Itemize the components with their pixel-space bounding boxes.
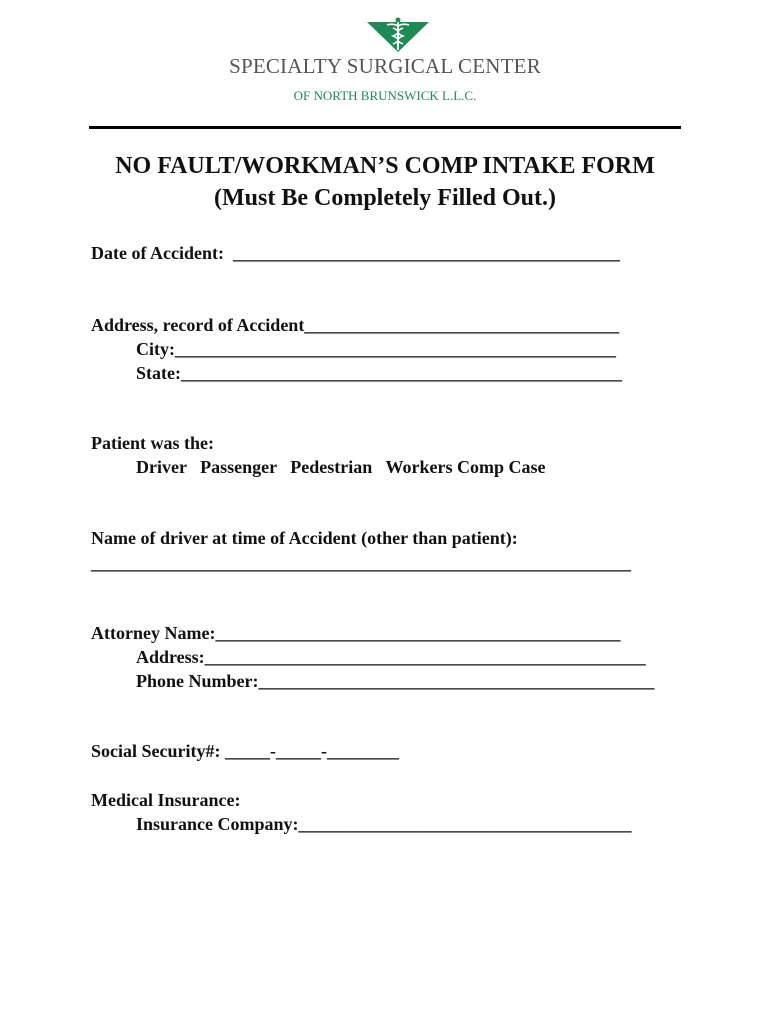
patient-role-options[interactable]: Driver Passenger Pedestrian Workers Comp Case [136, 457, 546, 477]
header-divider [89, 126, 681, 129]
attorney-name-field[interactable]: Attorney Name:_____________________________________________ [91, 623, 621, 643]
caduceus-logo-icon [365, 16, 431, 54]
form-subtitle: (Must Be Completely Filled Out.) [214, 185, 556, 211]
insurance-company-field[interactable]: Insurance Company:_____________________________________ [136, 814, 632, 834]
date-of-accident-field[interactable]: Date of Accident: ___________________________________________ [91, 243, 620, 263]
accident-state-field[interactable]: State:_________________________________________________ [136, 363, 622, 383]
driver-name-label: Name of driver at time of Accident (other than patient): [91, 528, 518, 548]
ssn-field[interactable]: Social Security#: _____-_____-________ [91, 741, 399, 761]
org-subtitle: OF NORTH BRUNSWICK L.L.C. [293, 88, 477, 103]
patient-role-label: Patient was the: [91, 433, 214, 453]
org-name: SPECIALTY SURGICAL CENTER [229, 54, 541, 78]
medical-insurance-label: Medical Insurance: [91, 790, 241, 810]
form-title: NO FAULT/WORKMAN’S COMP INTAKE FORM [115, 153, 655, 179]
attorney-address-field[interactable]: Address:_________________________________________________ [136, 647, 646, 667]
accident-city-field[interactable]: City:_________________________________________________ [136, 339, 616, 359]
accident-address-field[interactable]: Address, record of Accident___________________________________ [91, 315, 620, 335]
attorney-phone-field[interactable]: Phone Number:____________________________________________ [136, 671, 655, 691]
driver-name-field[interactable]: ____________________________________________________________ [91, 553, 631, 573]
